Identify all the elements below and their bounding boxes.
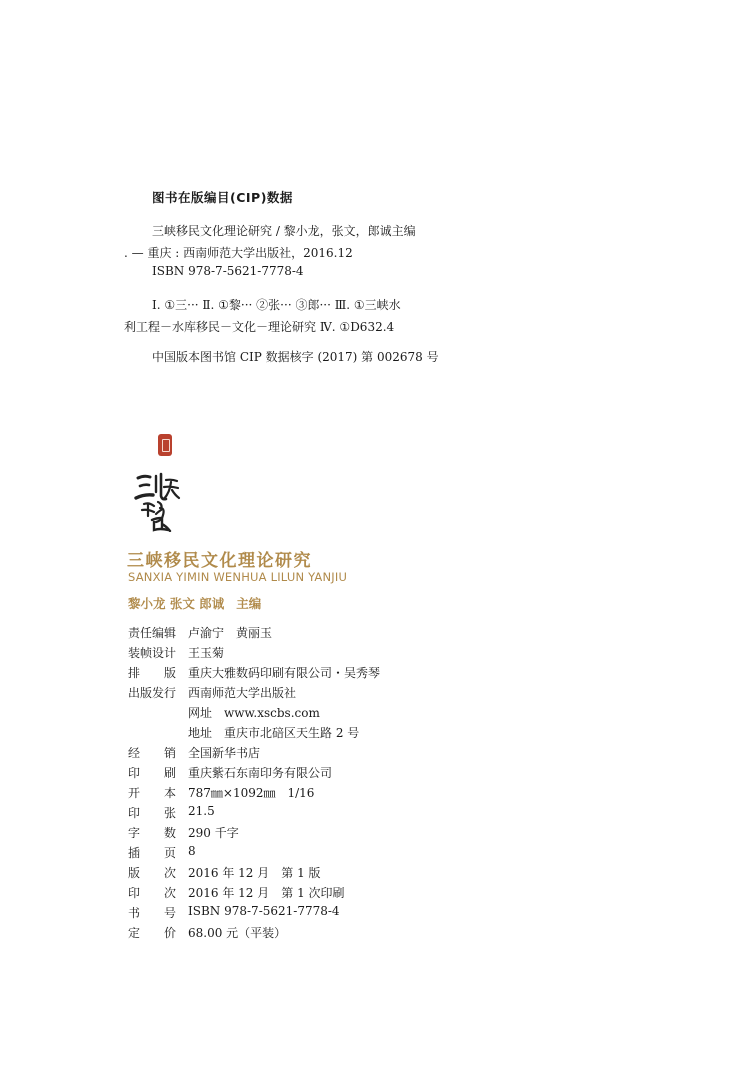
cip-line: . — 重庆 : 西南师范大学出版社，2016.12 [124,246,353,260]
cip-line: 利工程－水库移民－文化－理论研究 Ⅳ. ①D632.4 [124,320,395,334]
imprint-value: 68.00 元（平装） [188,926,287,940]
imprint-value: 2016 年 12 月 第 1 版 [188,866,321,880]
imprint-label: 开 本 [128,786,177,800]
imprint-label: 责任编辑 [128,626,177,640]
imprint-value: 290 千字 [188,826,239,840]
imprint-label: 经 销 [128,746,177,760]
imprint-label: 印 次 [128,886,177,900]
book-title-pinyin: SANXIA YIMIN WENHUA LILUN YANJIU [128,570,348,584]
imprint-value: 地址 重庆市北碚区天生路 2 号 [188,726,360,740]
imprint-label: 印 张 [128,806,177,820]
imprint-value: 2016 年 12 月 第 1 次印刷 [188,886,345,900]
imprint-value: 21.5 [188,804,215,818]
imprint-value: 卢渝宁 黄丽玉 [188,626,273,640]
imprint-value: 西南师范大学出版社 [188,686,297,700]
imprint-value: 787㎜×1092㎜ 1/16 [188,786,315,800]
imprint-value: 网址 www.xscbs.com [188,706,320,720]
book-authors [128,594,261,612]
imprint-value: ISBN 978-7-5621-7778-4 [188,904,340,918]
imprint-value: 王玉菊 [188,646,225,660]
authors-names: 黎小龙 张文 郎诚 [128,596,225,611]
imprint-label: 印 刷 [128,766,177,780]
cip-heading: 图书在版编目(CIP)数据 [152,190,293,205]
imprint-label: 插 页 [128,846,177,860]
cip-line: 三峡移民文化理论研究 / 黎小龙，张文，郎诚主编 [152,224,416,238]
cip-line: ISBN 978-7-5621-7778-4 [152,264,304,278]
cip-line: Ⅰ. ①三··· Ⅱ. ①黎··· ②张··· ③郎··· Ⅲ. ①三峡水 [152,298,401,312]
imprint-value: 全国新华书店 [188,746,261,760]
imprint-label: 定 价 [128,926,177,940]
imprint-label: 书 号 [128,906,177,920]
imprint-value: 重庆紫石东南印务有限公司 [188,766,333,780]
series-logo [128,434,188,534]
imprint-label: 字 数 [128,826,177,840]
imprint-label: 装帧设计 [128,646,177,660]
imprint-label: 版 次 [128,866,177,880]
calligraphy-logo-icon [128,452,188,532]
imprint-value: 重庆大雅数码印刷有限公司・吴秀琴 [188,666,381,680]
imprint-label: 排 版 [128,666,177,680]
imprint-value: 8 [188,844,196,858]
book-title: 三峡移民文化理论研究 [127,551,312,571]
authors-role: 主编 [236,596,262,611]
imprint-label: 出版发行 [128,686,177,700]
cip-line: 中国版本图书馆 CIP 数据核字 (2017) 第 002678 号 [152,350,439,364]
